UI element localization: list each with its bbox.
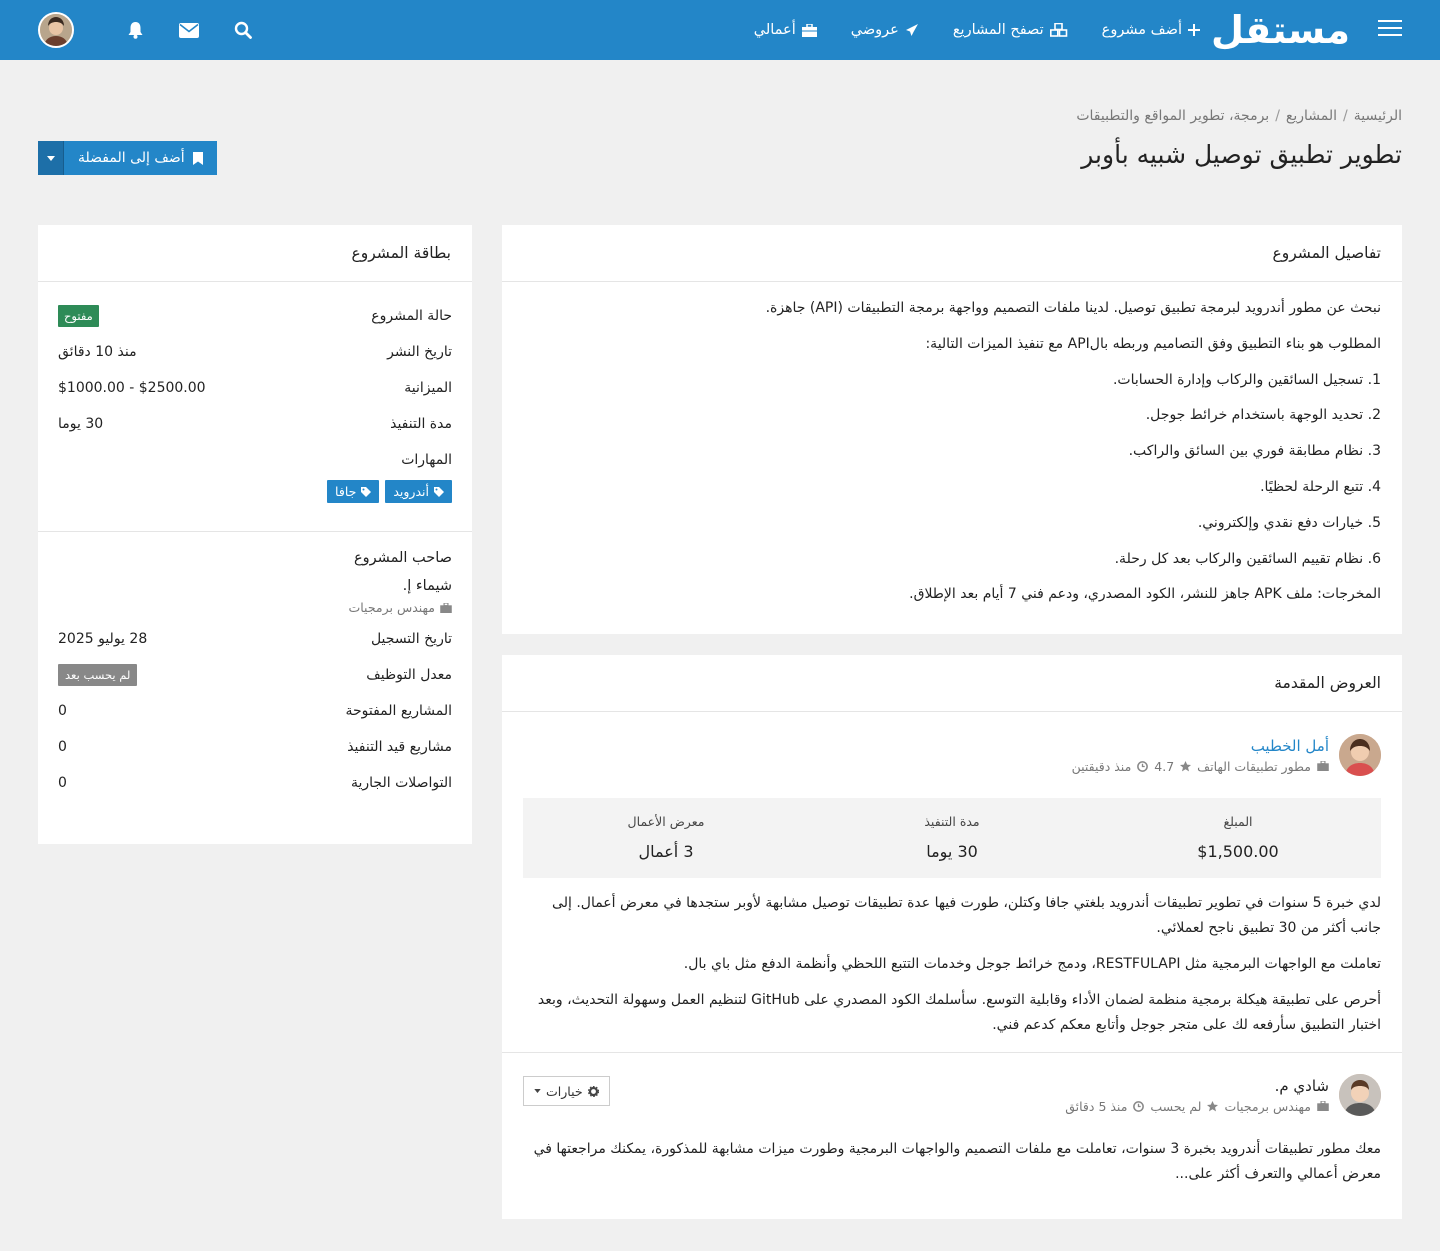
bid-duration-label: مدة التنفيذ [924, 814, 980, 829]
conversations-value: 0 [58, 775, 67, 791]
breadcrumb-home[interactable]: الرئيسية [1353, 108, 1402, 124]
description-list-item: 2. تحديد الوجهة باستخدام خرائط جوجل. [1145, 407, 1381, 424]
in-progress-label: مشاريع قيد التنفيذ [347, 739, 452, 755]
in-progress-row [58, 729, 452, 765]
published-label: تاريخ النشر [387, 344, 452, 360]
bid-time: منذ 5 دقائق [1065, 1098, 1128, 1114]
bid-amount-value: $1,500.00 [1197, 842, 1279, 861]
clock-icon [1137, 761, 1148, 772]
tag-icon [361, 487, 371, 497]
project-description [502, 282, 1402, 604]
breadcrumb-separator: / [1343, 108, 1348, 124]
bids-panel [502, 655, 1402, 1219]
bidder-rating: لم يحسب [1150, 1098, 1202, 1114]
caret-down-icon [534, 1089, 541, 1093]
open-projects-value: 0 [58, 703, 67, 719]
skills-label: المهارات [401, 452, 452, 468]
bidder-avatar[interactable] [1339, 1074, 1381, 1116]
breadcrumb [1076, 108, 1402, 124]
bidder-role: مهندس برمجيات [1224, 1098, 1311, 1114]
description-list-item: 1. تسجيل السائقين والركاب وإدارة الحسابات. [1112, 371, 1381, 388]
status-row [58, 298, 452, 334]
description-list-item: 4. تتبع الرحلة لحظيًا. [1260, 478, 1381, 495]
add-to-favorites-button[interactable] [64, 141, 217, 175]
add-to-favorites-label: أضف إلى المفضلة [78, 150, 185, 166]
owner-name[interactable]: شيماء إ. [402, 578, 452, 594]
bidder-role: مطور تطبيقات الهاتف [1197, 758, 1311, 774]
menu-hamburger-icon[interactable] [1378, 20, 1402, 38]
skill-tag-label: جافا [335, 484, 357, 499]
gear-icon [588, 1086, 599, 1097]
briefcase-icon [802, 24, 817, 37]
description-paragraph: نبحث عن مطور أندرويد لبرمجة تطبيق توصيل. لدينا ملفات التصميم وواجهة برمجة التطبيقات (API) جاهزة. [765, 300, 1381, 316]
conversations-row [58, 765, 452, 801]
bid-stats [523, 798, 1381, 878]
description-paragraph: المطلوب هو بناء التطبيق وفق التصاميم وربطه بالAPI مع تنفيذ الميزات التالية: [925, 335, 1381, 352]
description-list-item: 5. خيارات دفع نقدي وإلكتروني. [1197, 514, 1381, 531]
paper-plane-icon [905, 23, 919, 37]
description-list-item: 3. نظام مطابقة فوري بين السائق والراكب. [1128, 443, 1381, 460]
clock-icon [1133, 1101, 1144, 1112]
owner-role-label: مهندس برمجيات [348, 600, 435, 615]
user-avatar[interactable] [38, 12, 74, 48]
breadcrumb-separator: / [1275, 108, 1280, 124]
bookmark-icon [193, 152, 203, 165]
bidder-meta [1072, 759, 1329, 774]
bid-paragraph: أحرص على تطبيقة هيكلة برمجية منظمة لضمان الأداء وقابلية التوسع. سأسلمك الكود المصدري على GitHub لتنظيم العمل وسهولة التحديث، وبعد اختبار التطبيق سأرفعه لك على متجر جوجل وأتابع معكم كدعم فني. [537, 992, 1381, 1033]
site-logo[interactable]: مستقل [1211, 8, 1350, 52]
owner-section-label: صاحب المشروع [354, 550, 452, 566]
bid-amount-label: المبلغ [1223, 814, 1253, 829]
plus-icon [1188, 24, 1200, 36]
favorite-dropdown-toggle[interactable] [38, 141, 64, 175]
breadcrumb-projects[interactable]: المشاريع [1285, 108, 1338, 124]
caret-down-icon [47, 156, 55, 161]
published-value: منذ 10 دقائق [58, 344, 137, 360]
bid-header [523, 1053, 1381, 1137]
bidder-rating: 4.7 [1154, 758, 1175, 774]
bid-item [502, 1053, 1402, 1187]
description-list-item: 6. نظام تقييم السائقين والركاب بعد كل رحلة. [1114, 550, 1381, 567]
bidder-name[interactable]: أمل الخطيب [1250, 736, 1329, 755]
bid-paragraph: تعاملت مع الواجهات البرمجية مثل RESTFULAPI، ودمج خرائط جوجل وخدمات التتبع اللحظي وأنظمة الدفع مثل باي بال. [683, 956, 1381, 972]
top-navbar [0, 0, 1440, 60]
skill-tag-label: أندرويد [393, 484, 429, 499]
open-projects-label: المشاريع المفتوحة [345, 703, 452, 719]
owner-role [58, 600, 452, 615]
bell-icon[interactable] [108, 0, 162, 60]
project-details-title: تفاصيل المشروع [502, 225, 1402, 282]
registered-row [58, 621, 452, 657]
bid-portfolio-label: معرض الأعمال [627, 814, 705, 829]
search-icon[interactable] [216, 0, 270, 60]
registered-value: 28 يوليو 2025 [58, 631, 148, 647]
star-icon [1207, 1101, 1218, 1112]
bid-text [523, 1137, 1381, 1187]
budget-label: الميزانية [404, 380, 452, 396]
bidder-name[interactable]: شادي م. [1274, 1076, 1329, 1095]
briefcase-icon [1317, 1101, 1329, 1111]
owner-section [38, 532, 472, 801]
bid-duration [809, 798, 1095, 878]
nav-add-project-label: أضف مشروع [1101, 22, 1182, 38]
skills-row [58, 442, 452, 478]
bid-text [523, 878, 1381, 1038]
nav-my-bids[interactable] [851, 22, 919, 38]
skill-tag[interactable] [385, 480, 452, 503]
bidder-meta [1065, 1099, 1329, 1114]
description-paragraph: المخرجات: ملف APK جاهز للنشر، الكود المصدري، ودعم فني 7 أيام بعد الإطلاق. [909, 586, 1381, 603]
hire-rate-label: معدل التوظيف [366, 667, 452, 683]
published-row [58, 334, 452, 370]
duration-label: مدة التنفيذ [390, 416, 452, 432]
bid-paragraph: لدي خبرة 5 سنوات في تطوير تطبيقات أندرويد بلغتي جافا وكتلن، طورت فيها عدة تطبيقات توصيل مشابهة لأوبر ستجدها في معرض أعمال. إلى جانب أكثر من 30 تطبيق ناجح لعملائي. [552, 895, 1381, 936]
status-badge: مفتوح [58, 305, 99, 327]
bid-paragraph: معك مطور تطبيقات أندرويد بخبرة 3 سنوات، تعاملت مع ملفات التصميم والواجهات البرمجية وطورت ميزات مشابهة للمذكورة، يمكنك مراجعتها في معرض أعمالي والتعرف أكثر على... [533, 1141, 1381, 1182]
bid-options-label: خيارات [546, 1083, 583, 1099]
skills-list [58, 478, 452, 503]
page-title: تطوير تطبيق توصيل شبيه بأوبر [1081, 140, 1402, 169]
bidder-avatar[interactable] [1339, 734, 1381, 776]
bid-header [523, 712, 1381, 798]
envelope-icon[interactable] [162, 0, 216, 60]
budget-value: $1000.00 - $2500.00 [58, 380, 206, 396]
nav-my-bids-label: عروضي [850, 22, 899, 38]
nav-browse-projects[interactable] [953, 22, 1068, 38]
main-nav [754, 0, 1200, 60]
bid-portfolio-value[interactable]: 3 أعمال [638, 842, 694, 861]
bids-title: العروض المقدمة [502, 655, 1402, 712]
duration-value: 30 يوما [58, 416, 104, 432]
duration-row [58, 406, 452, 442]
nav-browse-projects-label: تصفح المشاريع [952, 22, 1044, 38]
briefcase-icon [1317, 761, 1329, 771]
bid-duration-value: 30 يوما [926, 842, 978, 861]
status-label: حالة المشروع [371, 308, 452, 324]
project-card-title: بطاقة المشروع [38, 225, 472, 282]
open-projects-row [58, 693, 452, 729]
bid-item [502, 712, 1402, 1038]
bid-time: منذ دقيقتين [1071, 758, 1132, 774]
conversations-label: التواصلات الجارية [351, 775, 452, 791]
nav-my-works-label: أعمالي [753, 22, 796, 38]
project-details-panel [502, 225, 1402, 634]
project-card-panel [38, 225, 472, 844]
star-icon [1180, 761, 1191, 772]
nav-my-works[interactable] [754, 22, 817, 38]
registered-label: تاريخ التسجيل [370, 631, 452, 647]
skill-tag[interactable] [327, 480, 379, 503]
nav-user-actions [38, 0, 270, 60]
in-progress-value: 0 [58, 739, 67, 755]
hire-rate-row [58, 657, 452, 693]
nav-add-project[interactable] [1102, 22, 1200, 38]
bid-amount [1095, 798, 1381, 878]
budget-row [58, 370, 452, 406]
favorite-button-group [38, 141, 217, 175]
cubes-icon [1050, 23, 1068, 37]
bid-portfolio [523, 798, 809, 878]
briefcase-icon [440, 603, 452, 613]
bid-options-button[interactable] [523, 1076, 610, 1106]
breadcrumb-category[interactable]: برمجة، تطوير المواقع والتطبيقات [1076, 108, 1270, 124]
hire-rate-badge: لم يحسب بعد [58, 664, 137, 686]
tag-icon [434, 487, 444, 497]
project-info-section [38, 282, 472, 503]
